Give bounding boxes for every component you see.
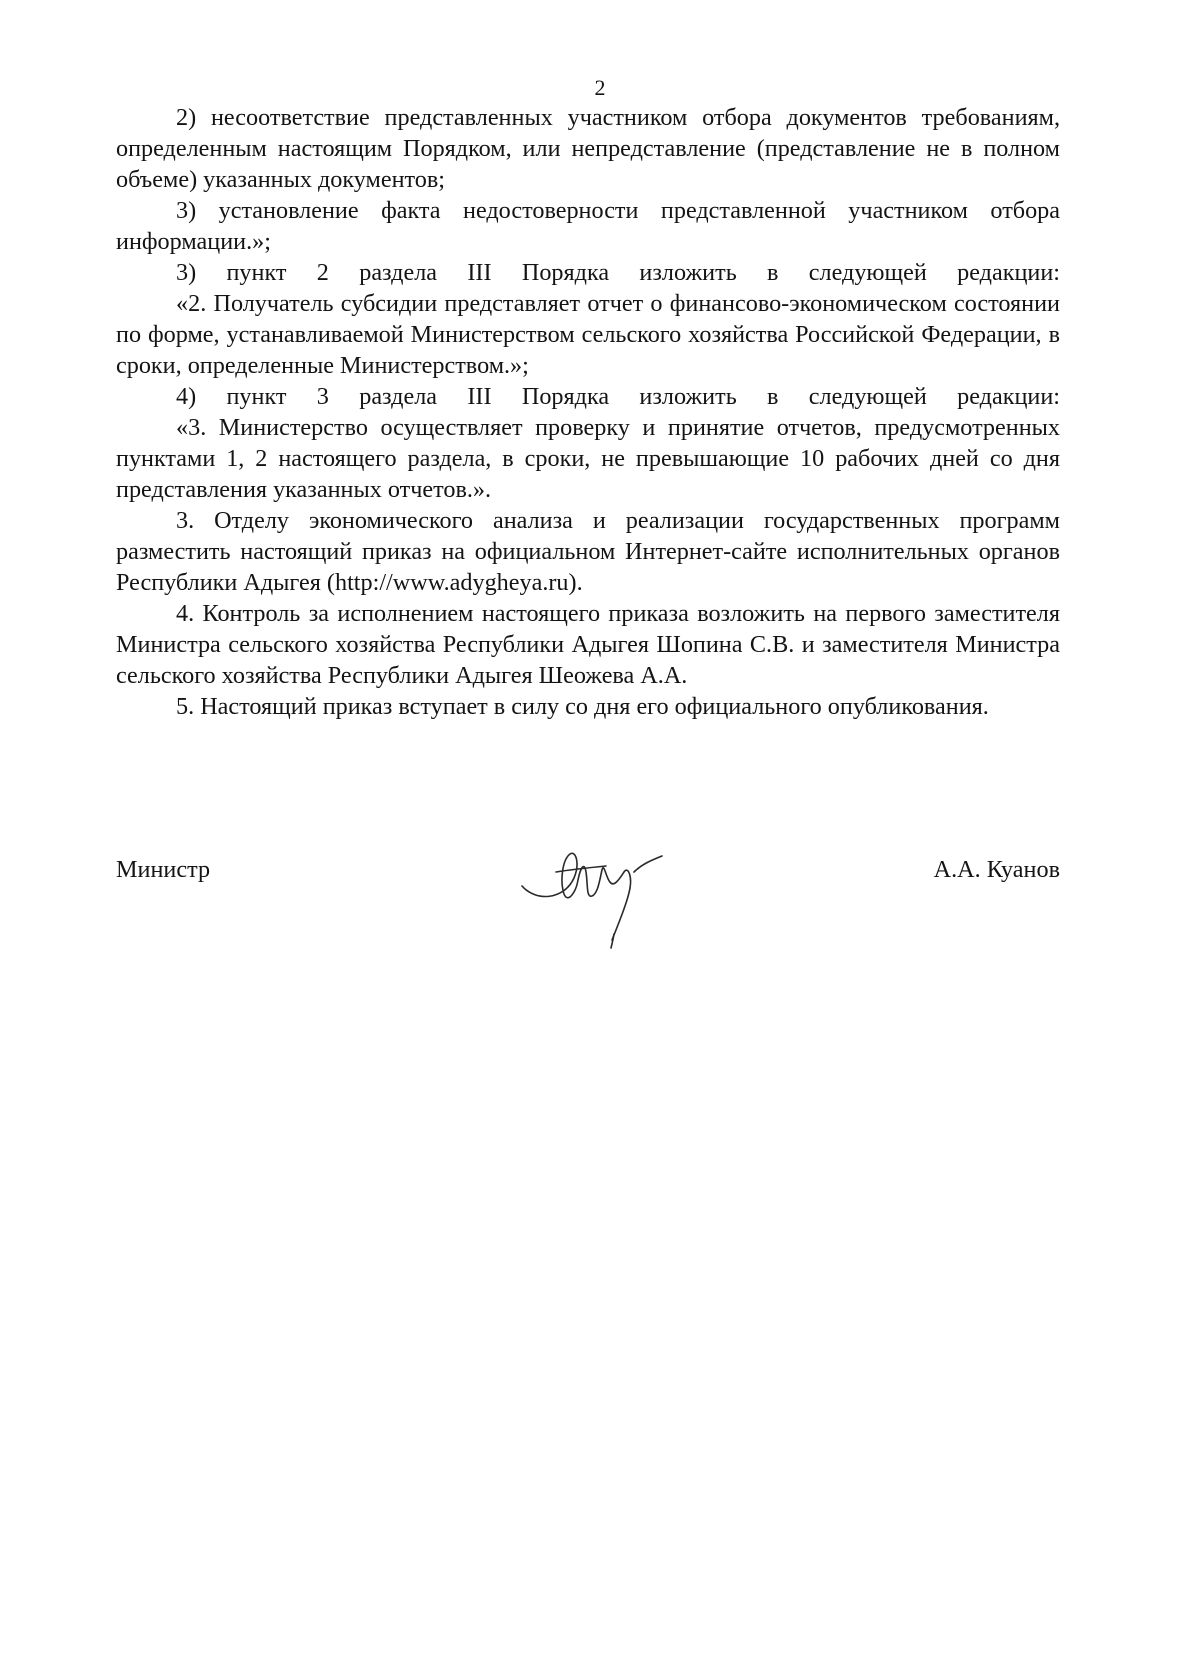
paragraph-control-order: 4. Контроль за исполнением настоящего приказа возложить на первого заместителя Министра сельского хозяйства Республики Адыгея Шопина С.В. и заместителя Министра сельского хозяйства Республики Адыгея Шеожева А.А. xyxy=(116,600,1060,689)
paragraph-amend-section-3-point-2: 3) пункт 2 раздела III Порядка изложить в следующей редакции: xyxy=(176,259,1060,286)
signature-block xyxy=(116,842,1060,962)
paragraph-entry-into-force: 5. Настоящий приказ вступает в силу со дня его официального опубликования. xyxy=(176,693,989,720)
page-number: 2 xyxy=(594,75,606,100)
paragraph-item-3-unreliable-info: 3) установление факта недостоверности представленной участником отбора информации.»; xyxy=(116,197,1060,255)
paragraph-publication-order: 3. Отделу экономического анализа и реализации государственных программ разместить настоящий приказ на официальном Интернет-сайте исполнительных органов Республики Адыгея (http://www.adygheya.ru). xyxy=(116,507,1060,596)
paragraph-point-3-verification: «3. Министерство осуществляет проверку и принятие отчетов, предусмотренных пунктами 1, 2 настоящего раздела, в сроки, не превышающие 10 рабочих дней со дня представления указанных отчетов.». xyxy=(116,414,1060,503)
paragraph-point-2-report: «2. Получатель субсидии представляет отчет о финансово-экономическом состоянии по форме, устанавливаемой Министерством сельского хозяйства Российской Федерации, в сроки, определенные Министерством.»; xyxy=(116,290,1060,379)
handwritten-signature xyxy=(516,842,676,952)
document-body xyxy=(116,102,1060,722)
signer-name: А.А. Куанов xyxy=(933,856,1060,883)
signer-title: Министр xyxy=(116,856,211,883)
paragraph-item-2-mismatch: 2) несоответствие представленных участником отбора документов требованиям, определенным настоящим Порядком, или непредставление (представление не в полном объеме) указанных документов; xyxy=(116,104,1060,193)
paragraph-amend-section-3-point-3: 4) пункт 3 раздела III Порядка изложить в следующей редакции: xyxy=(176,383,1060,410)
